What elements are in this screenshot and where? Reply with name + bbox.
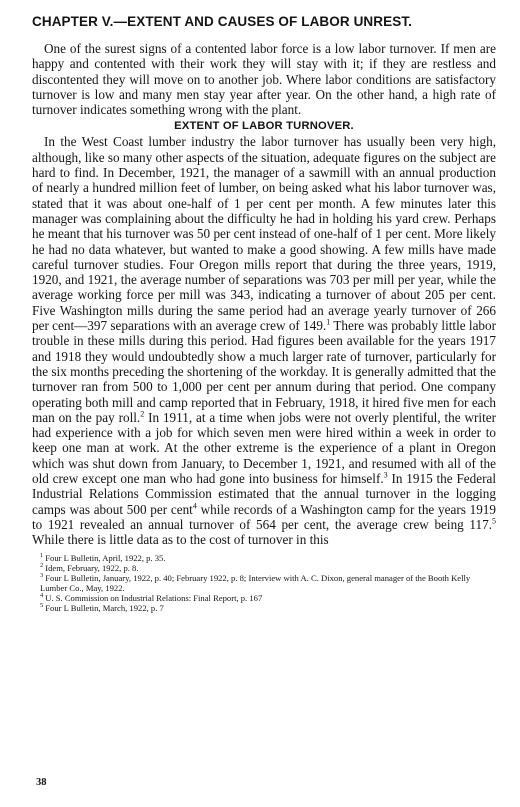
- footnote-ref-1: 1: [326, 317, 331, 327]
- intro-paragraph: One of the surest signs of a contented labor force is a low labor turnover. If men are happy and contented with their work they will stay with it; if they are restless and discontented they will move on to another job. Where labor conditions are satisfactory turnover is low and many men stay year after year. On the other hand, a high rate of turnover indicates something wrong with the plant.: [32, 41, 496, 118]
- footnote-text: Four L Bulletin, January, 1922, p. 40; February 1922, p. 8; Interview with A. C. Dixon, general manager of the Booth Kelly Lumber Co., May, 1922.: [40, 572, 471, 593]
- body-paragraph: [32, 134, 496, 547]
- footnote-mark: 2: [40, 561, 44, 569]
- footnote-text: U. S. Commission on Industrial Relations: Final Report, p. 167: [45, 592, 263, 603]
- footnote-ref-2: 2: [140, 409, 145, 419]
- footnote-text: Idem, February, 1922, p. 8.: [45, 562, 139, 573]
- footnote-text: Four L Bulletin, April, 1922, p. 35.: [45, 552, 166, 563]
- footnote: [40, 563, 496, 573]
- body-text-2: There was probably little labor trouble in these mills during this period. Had figures been available for the years 1917 and 1918 they would undoubtedly show a much larger rate of turnover, particularly for the six months preceding the shortening of the workday. It is generally admitted that the turnover ran from 500 to 1,000 per cent per annum during that period. One company operating both mill and camp reported that in February, 1918, it hired five men for each man on the pay roll.: [32, 318, 496, 425]
- footnote-mark: 3: [40, 571, 44, 579]
- body-text-3: In 1911, at a time when jobs were not overly plentiful, the writer had experience with a job for which seven men were hired within a week in order to keep one man at work. At the other extreme is the experience of a plant in Oregon which was shut down from January, to December 1, 1921, and resumed with all of the old crew except one man who had gone into business for himself.: [32, 409, 496, 487]
- footnote-mark: 5: [40, 601, 44, 609]
- footnote-text: Four L Bulletin, March, 1922, p. 7: [45, 602, 164, 613]
- footnote: [40, 553, 496, 563]
- footnote: [40, 593, 496, 603]
- footnotes: [32, 553, 496, 613]
- body-text-6: While there is little data as to the cost of turnover in this: [32, 532, 329, 548]
- footnote: [40, 603, 496, 613]
- footnote-ref-3: 3: [383, 470, 388, 480]
- body-text-1: In the West Coast lumber industry the labor turnover has usually been very high, although, like so many other aspects of the situation, adequate figures on the subject are hard to find. In December, 1921, the manager of a sawmill with an annual production of nearly a hundred million feet of lumber, on being asked what his labor turnover was, stated that it was about one-half of 1 per cent per month. A few minutes later this manager was complaining about the difficulty he had in holding his yard crew. Perhaps he meant that his turnover was 50 per cent instead of one-half of 1 per cent. More likely he had no data whatever, but wanted to make a good showing. A few mills have made careful turnover studies. Four Oregon mills report that during the three years, 1919, 1920, and 1921, the average number of separations was 703 per mill per year, while the average working force per mill was 343, indicating a turnover of about 205 per cent. Five Washington mills during the same period had an average yearly turnover of 266 per cent—397 separations with an average crew of 149.: [32, 134, 496, 334]
- footnote-ref-5: 5: [492, 516, 496, 526]
- body-text-4: In 1915 the Federal Industrial Relations Commission estimated that the annual turnover in the logging camps was about 500 per cent: [32, 471, 496, 517]
- chapter-title: CHAPTER V.—EXTENT AND CAUSES OF LABOR UNREST.: [32, 14, 413, 29]
- footnote: [40, 573, 496, 593]
- section-heading: EXTENT OF LABOR TURNOVER.: [174, 120, 354, 133]
- footnote-mark: 1: [40, 551, 44, 559]
- body-text-5: while records of a Washington camp for the years 1919 to 1921 revealed an annual turnover of 564 per cent, the average crew being 117.: [32, 501, 496, 532]
- footnote-mark: 4: [40, 591, 44, 599]
- page-number: 38: [36, 777, 47, 788]
- footnote-ref-4: 4: [192, 501, 197, 511]
